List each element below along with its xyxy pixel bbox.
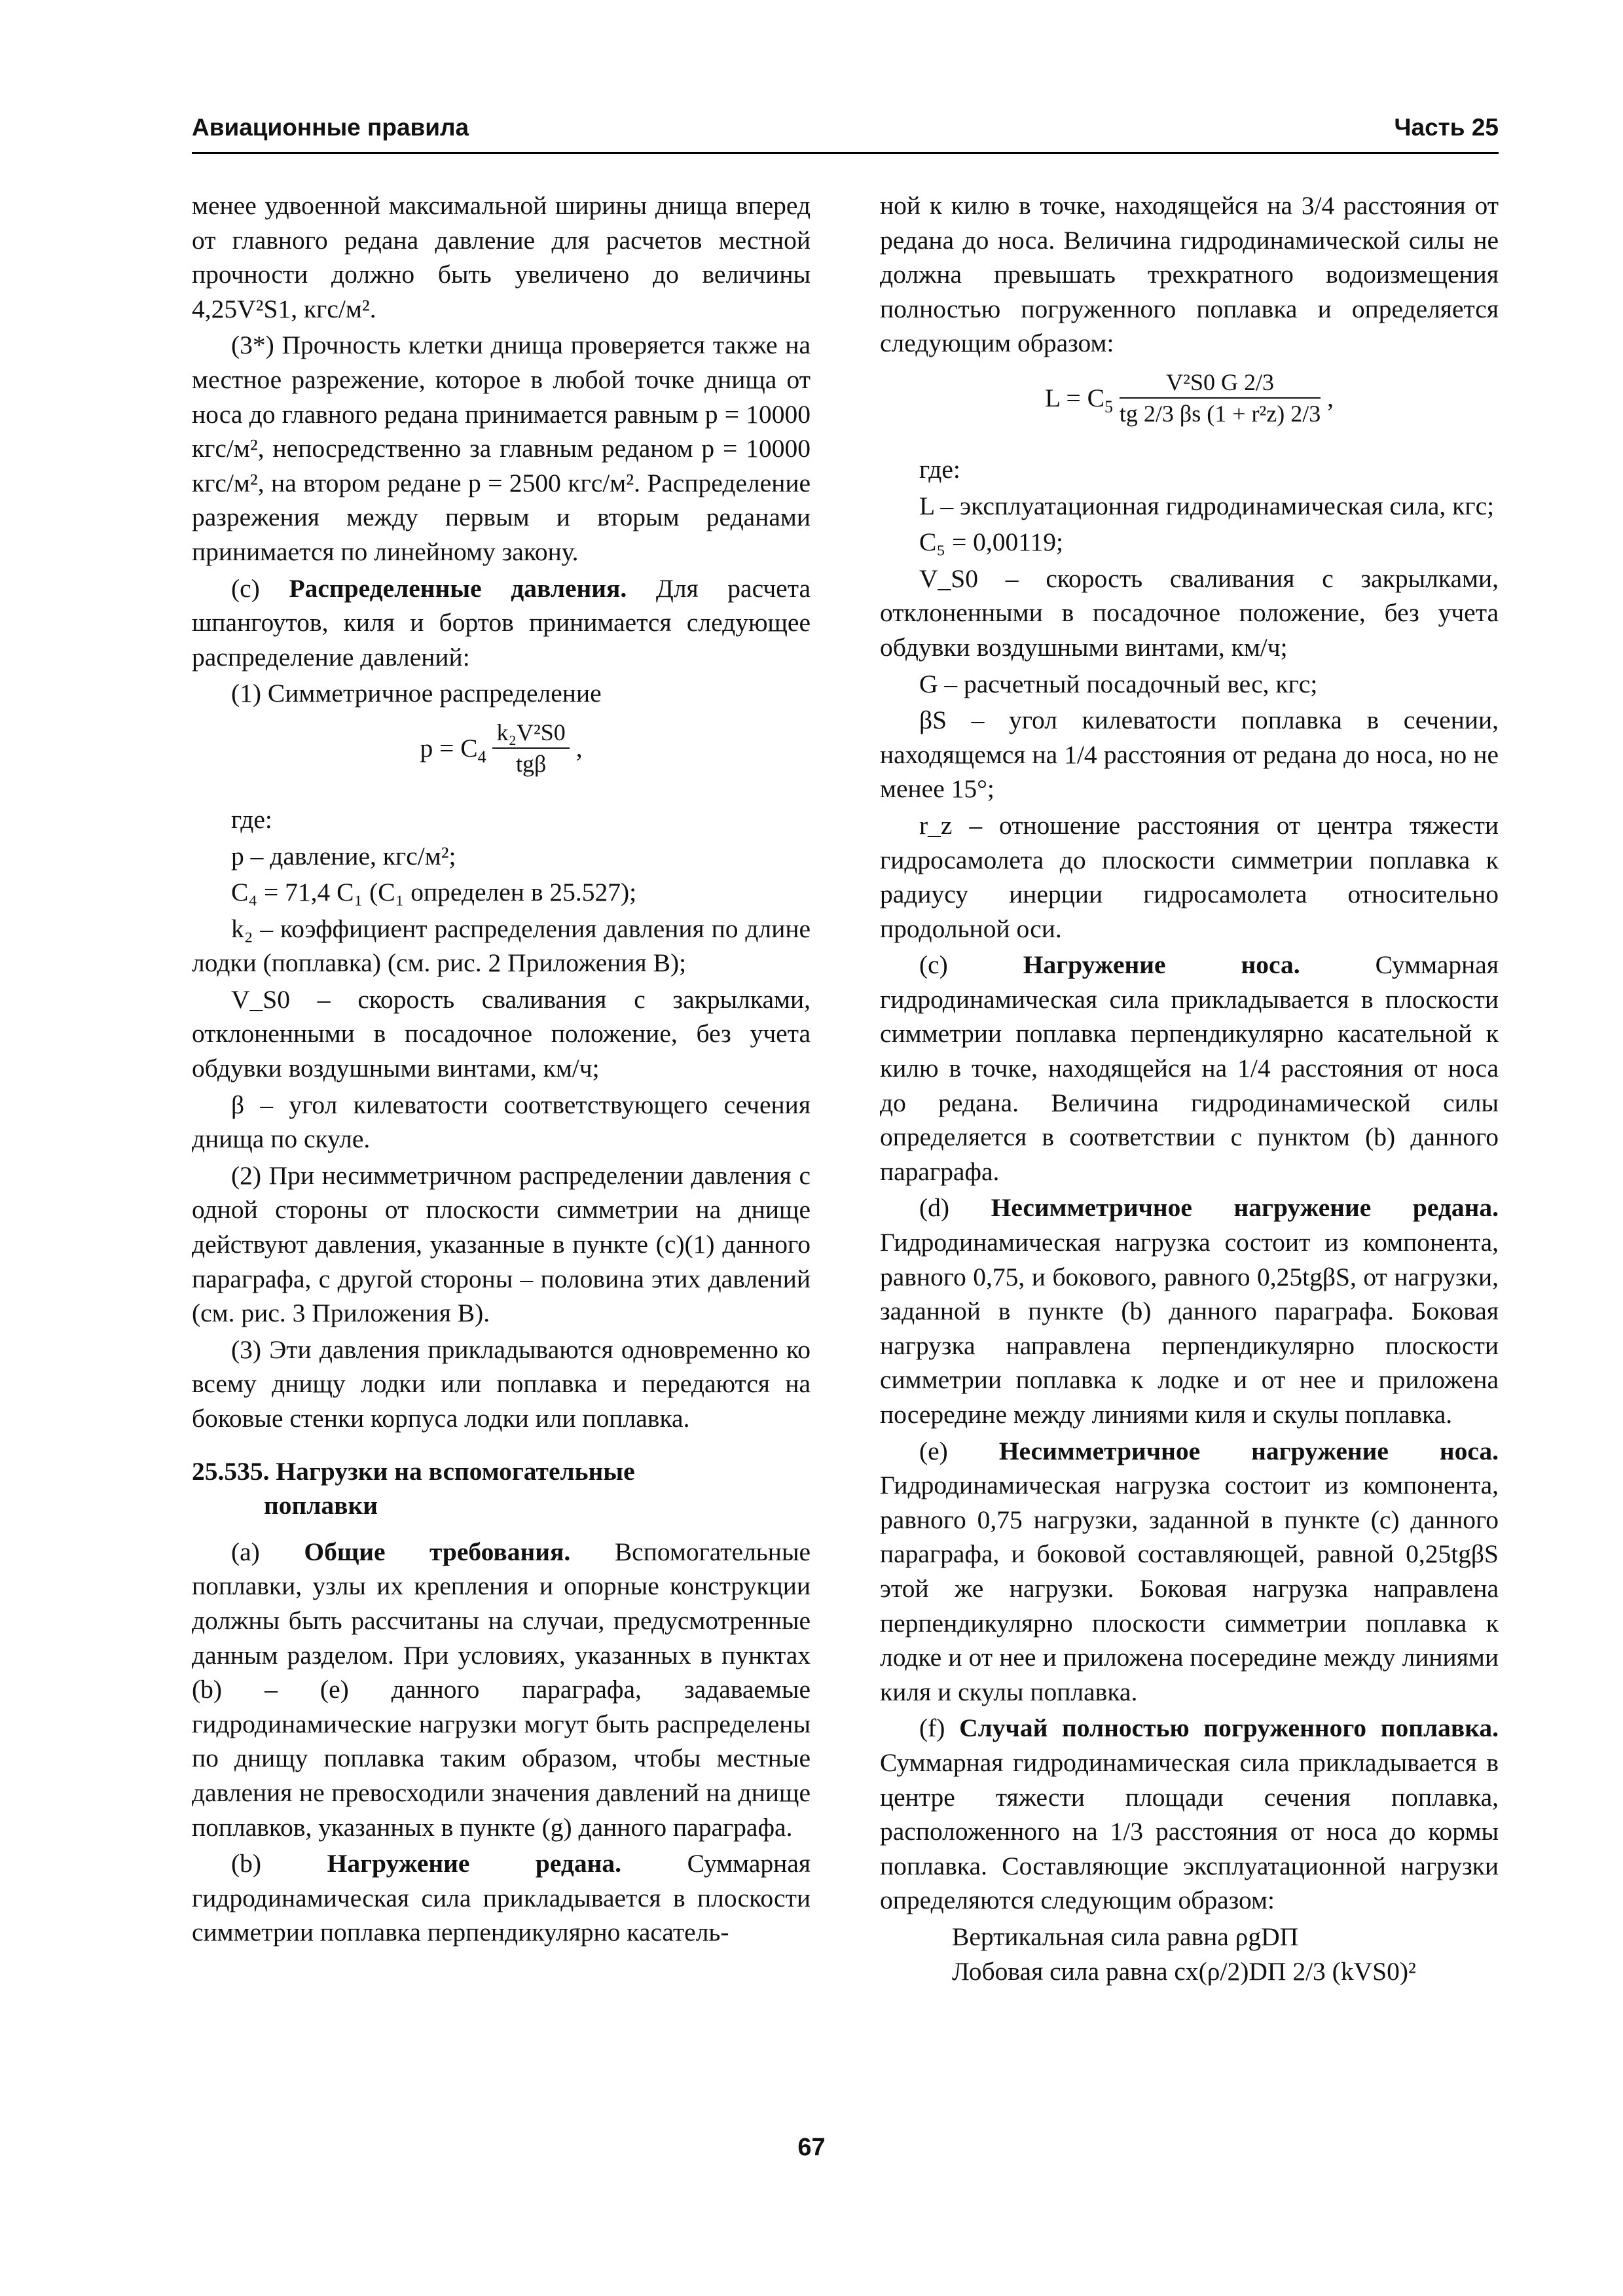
paragraph-f	[880, 1711, 1499, 1918]
paragraph-text: Суммарная гидродинамическая сила прикладывается в плоскости симметрии поплавка перпендикулярно касатель-	[192, 1849, 811, 1947]
formula-denominator: tg 2/3 βs (1 + r²z) 2/3	[1119, 400, 1321, 427]
right-column	[880, 188, 1499, 1988]
paragraph-continuation: менее удвоенной максимальной ширины днища вперед от главного редана давление для расчетов местной прочности должно быть увеличено до величины 4,25V²S1, кгс/м².	[192, 191, 811, 323]
paragraph-heading: Нагружение редана.	[327, 1849, 622, 1878]
paragraph-heading: Общие требования.	[304, 1537, 571, 1566]
paragraph-heading: Случай полностью погруженного поплавка.	[959, 1713, 1499, 1743]
paragraph-continuation: ной к килю в точке, находящейся на 3/4 расстояния от редана до носа. Величина гидродинамической силы не должна превышать трехкратного водоизмещения полностью погруженного поплавка и определяется следующим образом:	[880, 191, 1499, 358]
paragraph-c2: (2) При несимметричном распределении давления с одной стороны от плоскости симметрии на днище действуют давления, указанные в пункте (с)(1) данного параграфа, с другой стороны – половина этих давлений (см. рис. 3 Приложения В).	[192, 1160, 811, 1328]
formula-numerator: k₂V²S0	[492, 717, 569, 749]
definition-p: р – давление, кгс/м²;	[231, 841, 456, 870]
paragraph-label: (е)	[919, 1436, 948, 1465]
paragraph-label: (f)	[919, 1713, 945, 1743]
definition-g: G – расчетный посадочный вес, кгс;	[919, 669, 1318, 698]
formula-lhs: $p = C_4$	[420, 733, 486, 766]
drag-force-line: Лобовая сила равна cx(ρ/2)DП 2/3 (kVS0)²	[952, 1956, 1416, 1986]
page-number: 67	[797, 2134, 826, 2161]
definition-vs0: V_S0 – скорость сваливания с закрылками, отклоненными в посадочное положение, без учета обдувки воздушными винтами, км/ч;	[192, 984, 811, 1083]
paragraph-c3: (3) Эти давления прикладываются одновременно ко всему днищу лодки или поплавка и передаются на боковые стенки корпуса лодки или поплавка.	[192, 1335, 811, 1433]
header-part: Часть 25	[1394, 114, 1499, 141]
paragraph-heading: Несимметричное нагружение редана.	[991, 1193, 1499, 1223]
paragraph-label: (d)	[919, 1193, 950, 1223]
formula-lhs: $L = C_5$	[1044, 383, 1114, 416]
where-label: где:	[919, 454, 960, 484]
paragraph-text: Гидродинамическая нагрузка состоит из компонента, равного 0,75 нагрузки, заданной в пункте (с) данного параграфа, и боковой составляющей, равной 0,25tgβS этой же нагрузки. Боковая нагрузка направлена перпендикулярно плоскости симметрии поплавка к лодке и от нее и приложена посередине между линиями киля и скулы поплавка.	[880, 1471, 1499, 1706]
where-label: где:	[231, 804, 272, 834]
formula-tail: ,	[575, 733, 583, 762]
definition-k2: k₂ – коэффициент распределения давления по длине лодки (поплавка) (см. рис. 2 Приложения В);	[192, 914, 811, 978]
paragraph-text: Суммарная гидродинамическая сила прикладывается в центре тяжести площади сечения поплавка, расположенного на 1/3 расстояния от носа до кормы поплавка. Составляющие эксплуатационной нагрузки определяются следующим образом:	[880, 1748, 1499, 1915]
paragraph-text: Суммарная гидродинамическая сила прикладывается в плоскости симметрии поплавка перпендикулярно касательной к килю в точке, находящейся на 1/4 расстояния от носа до редана. Величина гидродинамической силы определяется в соответствии с пунктом (b) данного параграфа.	[880, 950, 1499, 1186]
paragraph-c	[192, 571, 811, 675]
paragraph-label: (с)	[919, 950, 948, 980]
paragraph-text: Вспомогательные поплавки, узлы их крепления и опорные конструкции должны быть рассчитаны на случаи, предусмотренные данным разделом. При условиях, указанных в пунктах (b) – (е) данного параграфа, задаваемые гидродинамические нагрузки могут быть распределены по днищу поплавка таким образом, чтобы местные давления не превосходили значения давлений на днище поплавков, указанных в пункте (g) данного параграфа.	[192, 1537, 811, 1842]
paragraph-text: Для расчета шпангоутов, киля и бортов принимается следующее распределение давлений:	[192, 573, 811, 672]
vertical-force-line: Вертикальная сила равна ρgDП	[952, 1922, 1299, 1951]
formula-denominator: tgβ	[515, 750, 547, 777]
formula-fraction	[1120, 367, 1321, 429]
formula-load	[880, 367, 1499, 446]
formula-fraction	[492, 717, 569, 779]
section-title-line1: 25.535. Нагрузки на вспомогательные	[192, 1456, 635, 1486]
paragraph-heading: Нагружение носа.	[1023, 950, 1300, 980]
formula-tail: ,	[1327, 383, 1334, 412]
definition-l: L – эксплуатационная гидродинамическая сила, кгс;	[919, 491, 1495, 520]
paragraph-label: (b)	[231, 1849, 262, 1878]
paragraph-3-star: (3*) Прочность клетки днища проверяется также на местное разрежение, которое в любой точке днища от носа до главного редана принимается равным р = 10000 кгс/м², непосредственно за главным реданом р = 10000 кгс/м², на втором редане р = 2500 кгс/м². Распределение разрежения между первым и вторым реданами принимается по линейному закону.	[192, 331, 811, 566]
definition-vs0: V_S0 – скорость сваливания с закрылками, отклоненными в посадочное положение, без учета обдувки воздушными винтами, км/ч;	[880, 564, 1499, 662]
paragraph-heading: Распределенные давления.	[289, 573, 627, 603]
definition-beta-s: βS – угол килеватости поплавка в сечении, находящемся на 1/4 расстояния от редана до носа, но не менее 15°;	[880, 706, 1499, 804]
formula-numerator: V²S0 G 2/3	[1120, 367, 1321, 399]
paragraph-d	[880, 1191, 1499, 1431]
definition-rz: r_z – отношение расстояния от центра тяжести гидросамолета до плоскости симметрии поплавка к радиусу инерции гидросамолета относительно продольной оси.	[880, 810, 1499, 943]
left-column	[192, 188, 811, 1952]
paragraph-c	[880, 948, 1499, 1189]
section-title-line2: поплавки	[264, 1491, 378, 1520]
running-header	[192, 113, 1499, 154]
paragraph-label: (с)	[231, 573, 260, 603]
paragraph-e	[880, 1434, 1499, 1710]
formula-pressure	[192, 717, 811, 796]
section-heading-25-535	[192, 1454, 811, 1523]
paragraph-a	[192, 1535, 811, 1844]
definition-c4: C₄ = 71,4 C₁ (C₁ определен в 25.527);	[231, 878, 637, 907]
header-title: Авиационные правила	[192, 114, 469, 141]
definition-c5: C₅ = 0,00119;	[919, 528, 1064, 557]
paragraph-b	[192, 1846, 811, 1950]
paragraph-heading: Несимметричное нагружение носа.	[998, 1436, 1499, 1465]
paragraph-c1: (1) Симметричное распределение	[231, 679, 602, 708]
paragraph-text: Гидродинамическая нагрузка состоит из компонента, равного 0,75, и бокового, равного 0,25tgβS, от нагрузки, заданной в пункте (b) данного параграфа. Боковая нагрузка направлена перпендикулярно плоскости симметрии поплавка к лодке и от нее и приложена посередине между линиями киля и скулы поплавка.	[880, 1228, 1499, 1429]
paragraph-label: (а)	[231, 1537, 260, 1566]
definition-beta: β – угол килеватости соответствующего сечения днища по скуле.	[192, 1090, 811, 1154]
